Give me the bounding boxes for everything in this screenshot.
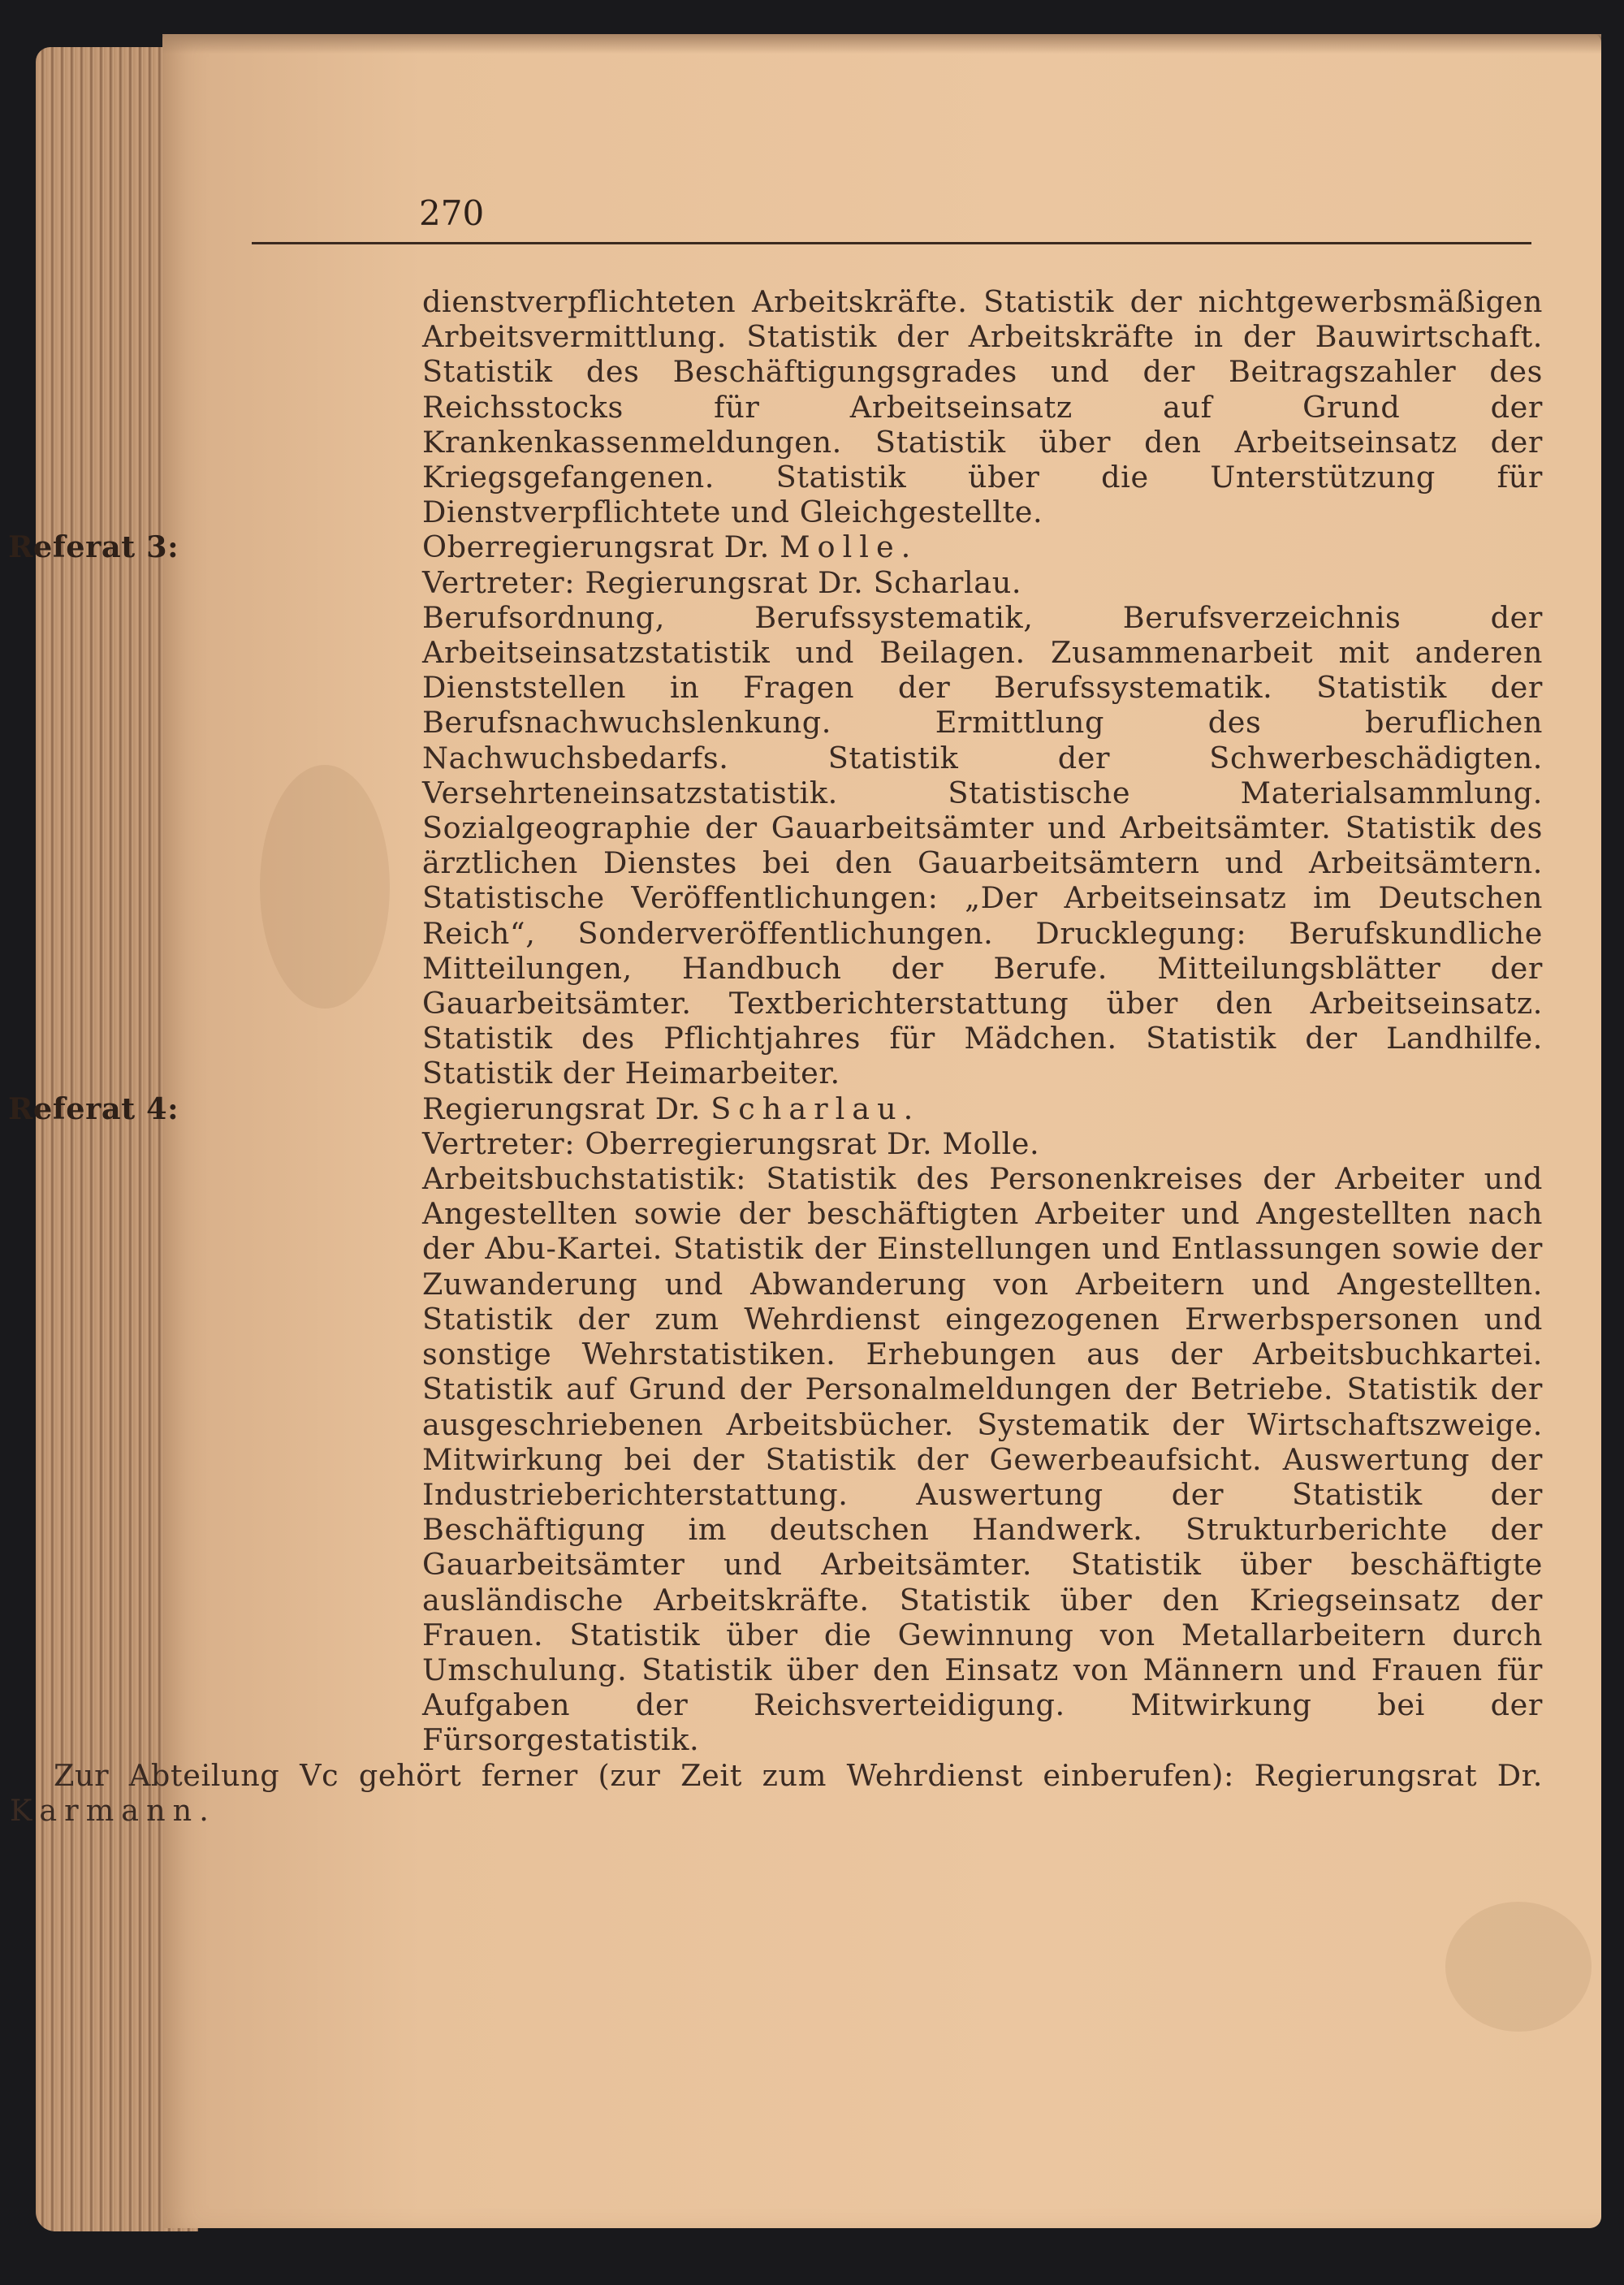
paper-stain xyxy=(1445,1902,1592,2032)
page-body xyxy=(8,284,1543,1828)
closing-text: Zur Abteilung Vc gehört ferner (zur Zeit zum Wehrdienst einberufen): Regierungsrat Dr. xyxy=(54,1757,1543,1793)
referat-4-description: Arbeitsbuchstatistik: Statistik des Personenkreises der Arbeiter und Angestellten sowie der beschäftigten Arbeiter und Angestellten nach der Abu-Kartei. Statistik der Einstellungen und Entlassungen sowie der Zuwanderung und Abwanderung von Arbeitern und Angestellten. Statistik der zum Wehrdienst eingezogenen Erwerbspersonen und sonstige Wehrstatistiken. Erhebungen aus der Arbeitsbuchkartei. Statistik auf Grund der Personalmeldungen der Betriebe. Statistik der ausgeschriebenen Arbeitsbücher. Systematik der Wirtschaftszweige. Mitwirkung bei der Statistik der Gewerbeaufsicht. Auswertung der Industrieberichterstattung. Auswertung der Statistik der Beschäftigung im deutschen Handwerk. Strukturberichte der Gauarbeitsämter und Arbeitsämter. Statistik über beschäftigte ausländische Arbeitskräfte. Statistik über den Kriegseinsatz der Frauen. Statistik über die Gewinnung von Metallarbeitern durch Umschulung. Statistik über den Einsatz von Männern und Frauen für Aufgaben der Reichsverteidigung. Mitwirkung bei der Fürsorgestatistik. xyxy=(422,1161,1543,1758)
header-rule xyxy=(252,242,1531,244)
page-top-shadow xyxy=(162,34,1601,54)
referat-4-head xyxy=(422,1091,1543,1126)
referat-4-head-name: Scharlau. xyxy=(710,1091,921,1126)
referat-3-head-title: Oberregierungsrat Dr. xyxy=(422,529,770,565)
referat-4-head-title: Regierungsrat Dr. xyxy=(422,1091,701,1126)
page-number: 270 xyxy=(419,193,485,233)
referat-4-label: Referat 4: xyxy=(8,1091,179,1126)
referat-3-label: Referat 3: xyxy=(8,529,179,565)
referat-4-section xyxy=(8,1091,1543,1758)
closing-text-block xyxy=(10,1758,1543,1828)
referat-3-head-name: Molle. xyxy=(780,529,918,565)
referat-3-deputy: Vertreter: Regierungsrat Dr. Scharlau. xyxy=(422,564,1022,600)
paper-stain xyxy=(260,765,390,1009)
closing-name: Karmann. xyxy=(10,1792,216,1828)
referat-3-head xyxy=(422,529,1543,564)
referat-3-section xyxy=(8,529,1543,1091)
referat-3-description: Berufsordnung, Berufssystematik, Berufsverzeichnis der Arbeitseinsatzstatistik und Beilagen. Zusammenarbeit mit anderen Dienststellen in Fragen der Berufssystematik. Statistik der Berufsnachwuchslenkung. Ermittlung des beruflichen Nachwuchsbedarfs. Statistik der Schwerbeschädigten. Versehrteneinsatzstatistik. Statistische Materialsammlung. Sozialgeographie der Gauarbeitsämter und Arbeitsämter. Statistik des ärztlichen Dienstes bei den Gauarbeitsämtern und Arbeitsämtern. Statistische Veröffentlichungen: „Der Arbeitseinsatz im Deutschen Reich“, Sonderveröffentlichungen. Drucklegung: Berufskundliche Mitteilungen, Handbuch der Berufe. Mitteilungsblätter der Gauarbeitsämter. Textberichterstattung über den Arbeitseinsatz. Statistik des Pflichtjahres für Mädchen. Statistik der Landhilfe. Statistik der Heimarbeiter. xyxy=(422,599,1543,1091)
intro-paragraph: dienstverpflichteten Arbeitskräfte. Statistik der nichtgewerbsmäßigen Arbeitsvermittlung. Statistik der Arbeitskräfte in der Bauwirtschaft. Statistik des Beschäftigungsgrades und der Beitragszahler des Reichsstocks für Arbeitseinsatz auf Grund der Krankenkassenmeldungen. Statistik über den Arbeitseinsatz der Kriegsgefangenen. Statistik über die Unterstützung für Dienstverpflichtete und Gleichgestellte. xyxy=(422,284,1543,530)
referat-4-deputy: Vertreter: Oberregierungsrat Dr. Molle. xyxy=(422,1125,1040,1161)
closing-note xyxy=(10,1757,1543,1828)
